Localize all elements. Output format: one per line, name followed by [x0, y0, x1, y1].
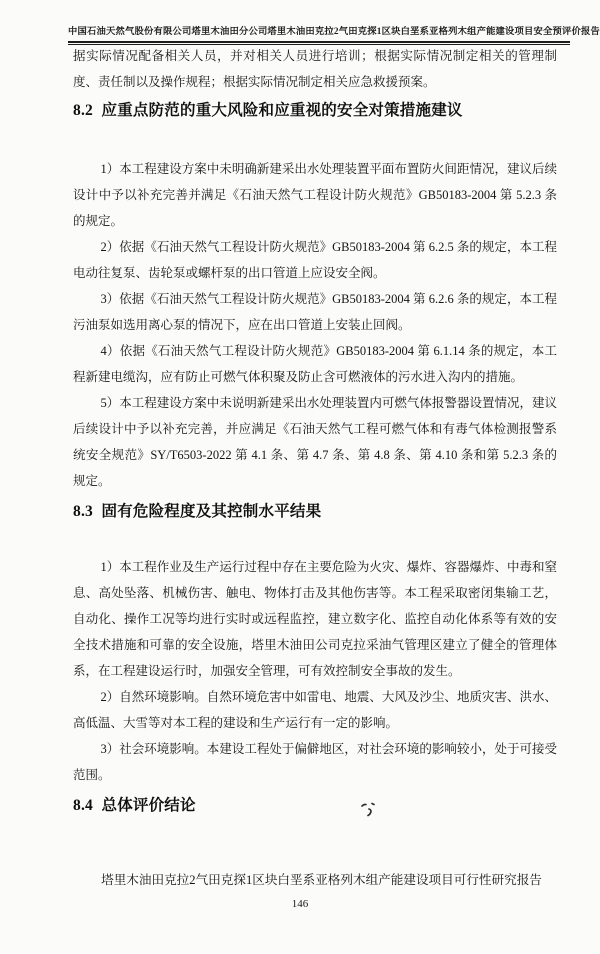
paragraph-8-3-item-3: 3）社会环境影响。本建设工程处于偏僻地区，对社会环境的影响较小，处于可接受范围。: [73, 742, 557, 782]
ink-smudge-artifact: [360, 801, 378, 819]
footer-report-line: 塔里木油田克拉2气田克探1区块白垩系亚格列木组产能建设项目可行性研究报告: [101, 873, 542, 887]
section-number: 8.4: [73, 797, 93, 814]
document-body: [73, 43, 557, 817]
paragraph-8-2-item-5: 5）本工程建设方案中未说明新建采出水处理装置内可燃气体报警器设置情况，建议后续设计中予以补充完善，并应满足《石油天然气工程可燃气体和有毒气体检测报警系统安全规范》SY/T6503-2022 第 4.1 条、第 4.7 条、第 4.8 条、第 4.10 条和第 5.2.3 条的规定。: [73, 396, 557, 488]
paragraph-8-2-item-3: 3）依据《石油天然气工程设计防火规范》GB50183-2004 第 6.2.6 条的规定，本工程污油泵如选用离心泵的情况下，应在出口管道上安装止回阀。: [73, 292, 557, 332]
section-number: 8.3: [73, 503, 93, 520]
section-8-2-heading: [73, 100, 557, 122]
paragraph-8-2-item-4: 4）依据《石油天然气工程设计防火规范》GB50183-2004 第 6.1.14 条的规定，本工程新建电缆沟，应有防止可燃气体积聚及防止含可燃液体的污水进入沟内的措施。: [73, 344, 557, 384]
section-title: 固有危险程度及其控制水平结果: [101, 503, 322, 520]
section-title: 总体评价结论: [101, 797, 196, 814]
paragraph-8-3-item-1: 1）本工程作业及生产运行过程中存在主要危险为火灾、爆炸、容器爆炸、中毒和窒息、高处坠落、机械伤害、触电、物体打击及其他伤害等。本工程采取密闭集输工艺，自动化、操作工况等均进行实时或远程监控，建立数字化、监控自动化体系等有效的安全技术措施和可靠的安全设施，塔里木油田公司克拉采油气管理区建立了健全的管理体系，在工程建设运行时，加强安全管理，可有效控制安全事故的发生。: [73, 560, 557, 678]
section-8-3-heading: [73, 501, 557, 523]
page-number: 146: [291, 898, 309, 910]
intro-paragraph: 据实际情况配备相关人员，并对相关人员进行培训；根据实际情况制定相关的管理制度、责任制以及操作规程；根据实际情况制定相关应急救援预案。: [73, 49, 557, 89]
paragraph-8-3-item-2: 2）自然环境影响。自然环境危害中如雷电、地震、大风及沙尘、地质灾害、洪水、高低温、大雪等对本工程的建设和生产运行有一定的影响。: [73, 690, 557, 730]
paragraph-8-2-item-1: 1）本工程建设方案中未明确新建采出水处理装置平面布置防火间距情况，建议后续设计中予以补充完善并满足《石油天然气工程设计防火规范》GB50183-2004 第 5.2.3 条的规定。: [73, 162, 557, 228]
section-title: 应重点防范的重大风险和应重视的安全对策措施建议: [101, 102, 463, 119]
paragraph-8-2-item-2: 2）依据《石油天然气工程设计防火规范》GB50183-2004 第 6.2.5 条的规定，本工程电动往复泵、齿轮泵或螺杆泵的出口管道上应设安全阀。: [73, 240, 557, 280]
section-number: 8.2: [73, 102, 93, 119]
running-head-report-title: 中国石油天然气股份有限公司塔里木油田分公司塔里木油田克拉2气田克探1区块白垩系亚格列木组产能建设项目安全预评价报告: [68, 27, 570, 43]
section-8-4-heading: [73, 795, 557, 817]
